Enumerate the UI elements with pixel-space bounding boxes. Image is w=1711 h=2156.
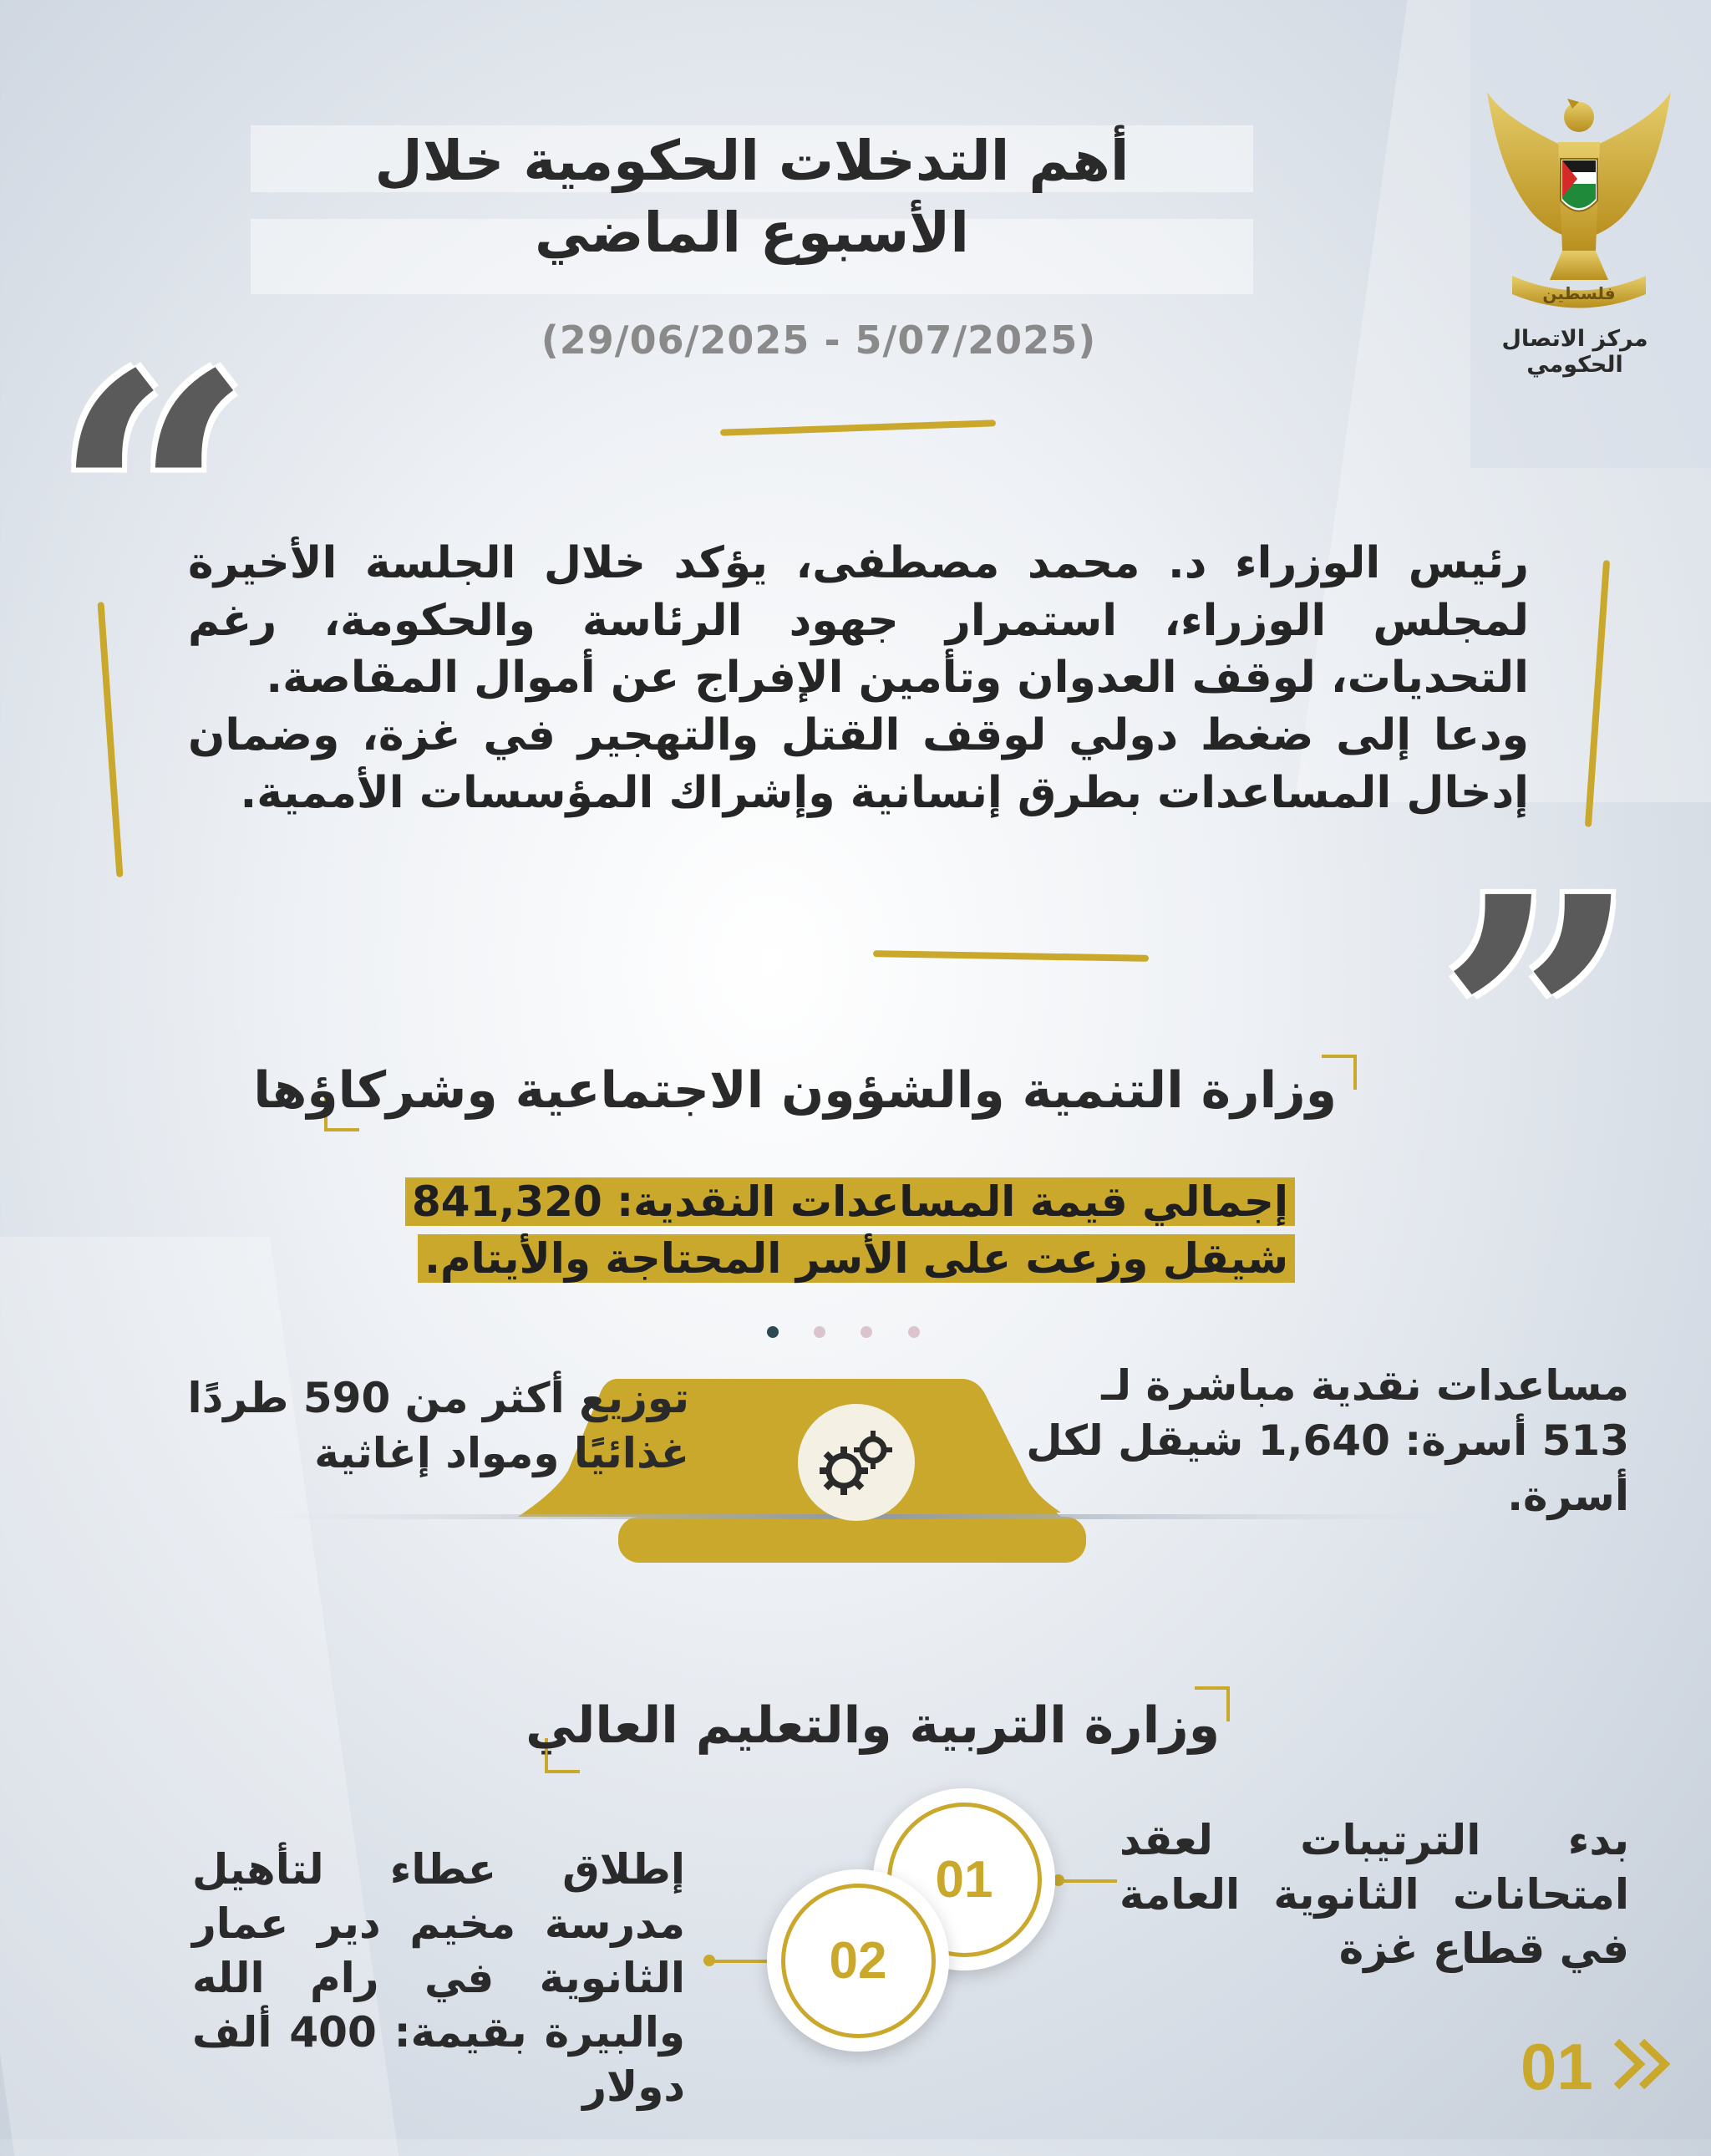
item1-number: 01 [887, 1803, 1042, 1957]
gears-circle [798, 1404, 915, 1521]
item2-connector-dot [703, 1955, 715, 1966]
item2-number: 02 [781, 1884, 936, 2038]
next-page-icon[interactable] [1608, 2035, 1675, 2097]
logo-caption: مركز الاتصال الحكومي [1501, 326, 1648, 378]
gears-icon [810, 1416, 902, 1508]
quote-underline [873, 950, 1149, 962]
pm-quote-paragraph1: رئيس الوزراء د. محمد مصطفى، يؤكد خلال الجلسة الأخيرة لمجلس الوزراء، استمرار جهود الرئاسة والحكومة، رغم التحديات، لوقف العدوان وتأمين الإفراج عن أموال المقاصة. [188, 538, 1529, 704]
carousel-dot [908, 1326, 920, 1338]
carousel-dot [814, 1326, 825, 1338]
food-parcels-text: توزيع أكثر من 590 طردًا غذائيًا ومواد إغاثية [187, 1374, 689, 1477]
emblem-banner-text: فلسطين [1542, 283, 1616, 303]
double-chevron-icon[interactable] [1608, 2035, 1675, 2093]
eagle-emblem-icon [1479, 84, 1679, 318]
cash-aid-highlight-text: إجمالي قيمة المساعدات النقدية: 841,320 شيقل وزعت على الأسر المحتاجة والأيتام. [405, 1177, 1295, 1283]
government-emblem [1479, 84, 1679, 318]
school-rehab-text: إطلاق عطاء لتأهيل مدرسة مخيم دير عمار الثانوية في رام الله والبيرة بقيمة: 400 ألف دولار [192, 1845, 685, 2111]
title-underline [720, 420, 996, 436]
page-number: 01 [1521, 2030, 1593, 2103]
exam-arrangements-text: بدء الترتيبات لعقد امتحانات الثانوية العامة في قطاع غزة [1120, 1816, 1629, 1973]
page-title [251, 125, 1253, 269]
close-quote-icon: ” [1437, 821, 1639, 1233]
page-title-line2: الأسبوع الماضي [534, 200, 970, 265]
education-ministry-title: وزارة التربية والتعليم العالي [525, 1696, 1220, 1755]
pm-quote-paragraph2: ودعا إلى ضغط دولي لوقف القتل والتهجير في غزة، وضمان إدخال المساعدات بطرق إنسانية وإشراك المؤسسات الأممية. [188, 709, 1529, 818]
cash-aid-highlight [284, 1174, 1295, 1287]
pm-quote [188, 535, 1529, 821]
social-ministry-title: وزارة التنمية والشؤون الاجتماعية وشركاؤها [253, 1061, 1337, 1120]
date-range: (29/06/2025 - 5/07/2025) [541, 318, 1097, 363]
open-quote-icon: “ [52, 299, 254, 711]
page-title-line1: أهم التدخلات الحكومية خلال [374, 129, 1130, 193]
direct-cash-aid-text: مساعدات نقدية مباشرة لـ 513 أسرة: 1,640 شيقل لكل أسرة. [1026, 1361, 1629, 1520]
carousel-dot [861, 1326, 872, 1338]
carousel-dot-active [767, 1326, 779, 1338]
item2-connector [708, 1960, 767, 1963]
item2-number-circle [767, 1869, 949, 2052]
